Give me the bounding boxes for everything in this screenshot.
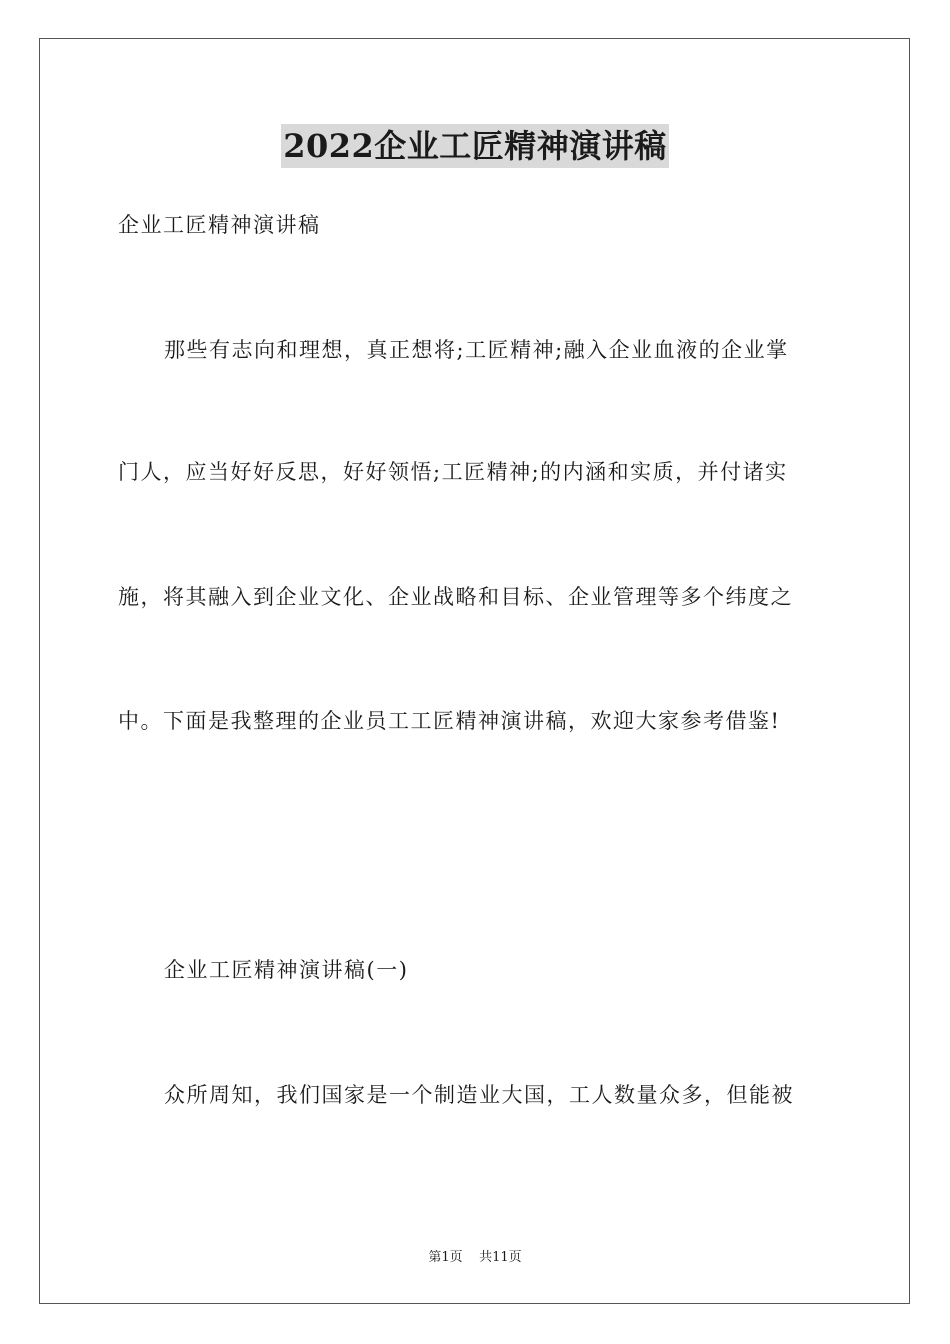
intro-paragraph-line: 中。下面是我整理的企业员工工匠精神演讲稿，欢迎大家参考借鉴!	[118, 709, 781, 733]
document-subtitle: 企业工匠精神演讲稿	[118, 213, 321, 237]
page-number-footer: 第1页 共11页	[428, 1250, 522, 1265]
section-heading: 企业工匠精神演讲稿(一)	[164, 958, 409, 982]
intro-paragraph-line: 那些有志向和理想，真正想将;工匠精神;融入企业血液的企业掌	[164, 338, 789, 362]
section-paragraph-line: 众所周知，我们国家是一个制造业大国，工人数量众多，但能被	[164, 1083, 794, 1107]
intro-paragraph-line: 门人，应当好好反思，好好领悟;工匠精神;的内涵和实质，并付诸实	[118, 460, 788, 484]
intro-paragraph-line: 施，将其融入到企业文化、企业战略和目标、企业管理等多个纬度之	[118, 585, 793, 609]
document-title: 2022企业工匠精神演讲稿	[281, 124, 669, 168]
title-container	[0, 124, 950, 168]
